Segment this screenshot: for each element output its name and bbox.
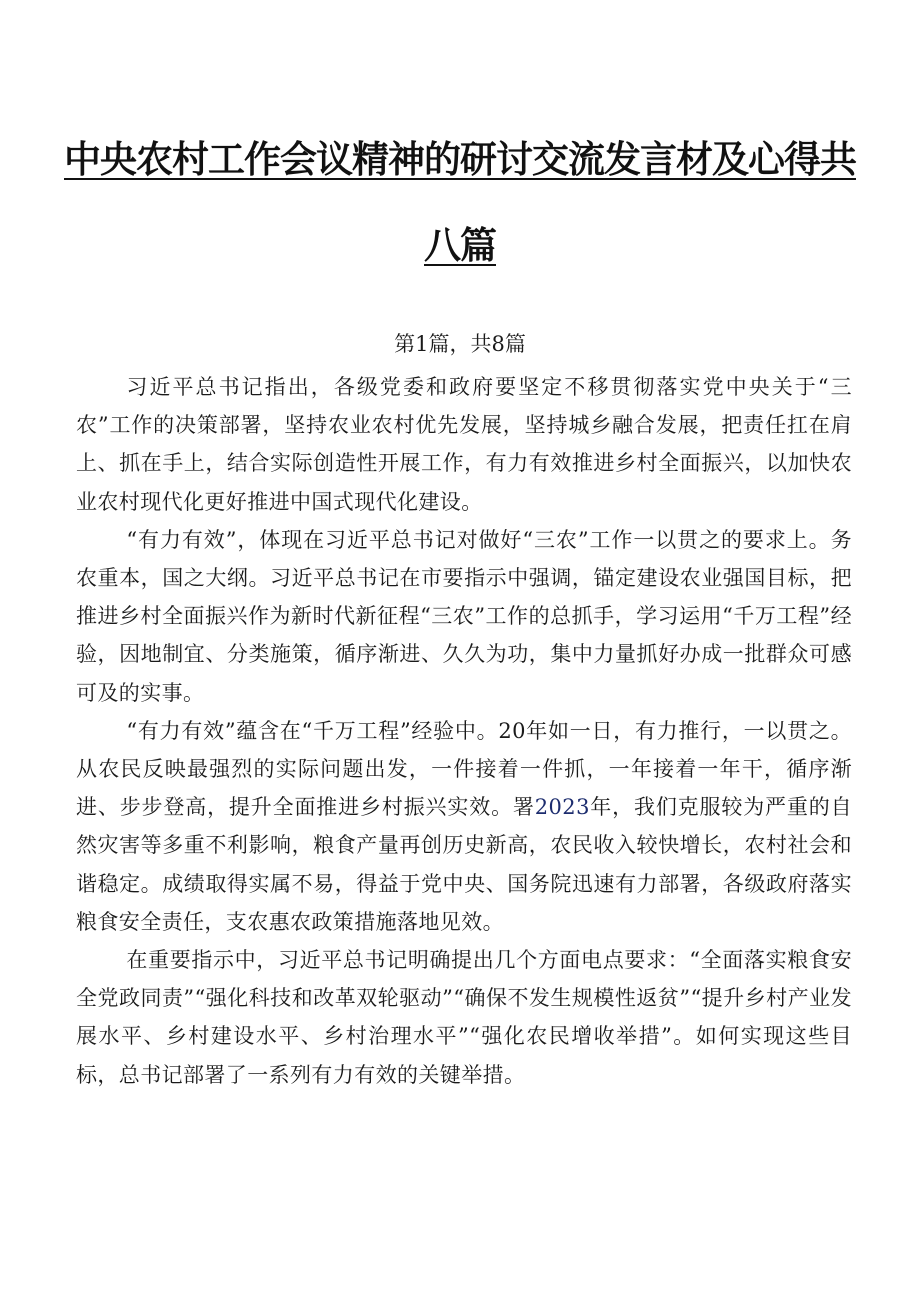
- paragraph-3-year: 2023: [534, 795, 590, 820]
- paragraph-3-tail: 年，我们克服较为严重的自然灾害等多重不利影响，粮食产量再创历史新高，农民收入较快增长，农村社会和谐稳定。成绩取得实属不易，得益于党中央、国务院迅速有力部署，各级政府落实粮食安全责任，支农惠农政策措施落地见效。: [76, 795, 852, 934]
- paragraph-3-head: “有力有效”蕴含在“千万工程”经验中。20年如一日，有力推行，一以贯之。从农民反映最强烈的实际问题出发，一件接着一件抓，一年接着一年干，循序渐进、步步登高，提升全面推进乡村振兴实效。署: [76, 718, 852, 820]
- title-text-1: 中央农村工作会议精神的研讨交流发言材及心得共: [64, 138, 856, 181]
- paragraph-3: [76, 712, 852, 941]
- title-text-2: 八篇: [424, 224, 496, 267]
- document-body: [76, 368, 852, 1094]
- document-title-line-2: [40, 222, 880, 270]
- section-heading: 第1篇，共8篇: [394, 332, 526, 356]
- paragraph-4: 在重要指示中，习近平总书记明确提出几个方面电点要求：“全面落实粮食安全党政同责”“强化科技和改革双轮驱动”“确保不发生规模性返贫”“提升乡村产业发展水平、乡村建设水平、乡村治理水平”“强化农民增收举措”。如何实现这些目标，总书记部署了一系列有力有效的关键举措。: [76, 948, 852, 1087]
- paragraph-2: “有力有效”，体现在习近平总书记对做好“三农”工作一以贯之的要求上。务农重本，国之大纲。习近平总书记在市要指示中强调，锚定建设农业强国目标，把推进乡村全面振兴作为新时代新征程“三农”工作的总抓手，学习运用“千万工程”经验，因地制宜、分类施策，循序渐进、久久为功，集中力量抓好办成一批群众可感可及的实事。: [76, 527, 852, 705]
- paragraph-1: 习近平总书记指出，各级党委和政府要坚定不移贯彻落实党中央关于“三农”工作的决策部署，坚持农业农村优先发展，坚持城乡融合发展，把责任扛在肩上、抓在手上，结合实际创造性开展工作，有力有效推进乡村全面振兴，以加快农业农村现代化更好推进中国式现代化建设。: [76, 375, 852, 514]
- document-title-line-1: [40, 136, 880, 184]
